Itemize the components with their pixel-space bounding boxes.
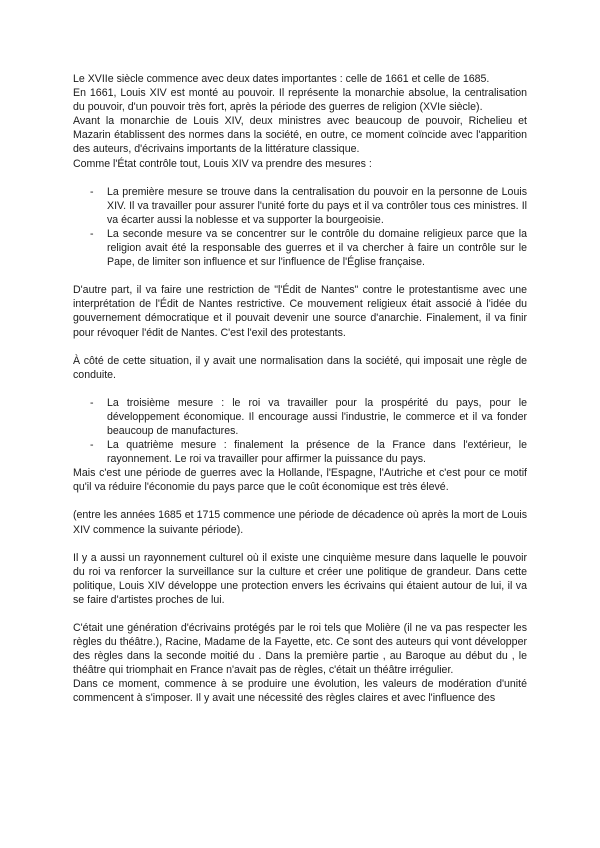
measures-list-1 xyxy=(73,185,527,270)
evolution-paragraph: Dans ce moment, commence à se produire une évolution, les valeurs de modération d'unité commencent à s'imposer. Il y avait une nécessité des règles claires et avec l'influence des xyxy=(73,678,527,705)
spacer xyxy=(73,537,527,551)
spacer xyxy=(73,269,527,283)
spacer xyxy=(73,607,527,621)
nantes-paragraph: D'autre part, il va faire une restriction de "l'Édit de Nantes" contre le protestantisme avec une interprétation de l'Édit de Nantes restrictive. Ce mouvement religieux était associé à l'idée du gouvernement démocratique et il pouvait devenir une source d'anarchie. Finalement, il va finir pour révoquer l'édit de Nantes. C'est l'exil des protestants. xyxy=(73,284,527,339)
guerres-paragraph: Mais c'est une période de guerres avec la Hollande, l'Espagne, l'Autriche et c'est pour ce motif qu'il va réduire l'économie du pays parce que le coût économique est très élevé. xyxy=(73,467,527,494)
measures-list-2 xyxy=(73,396,527,466)
intro-line-2: En 1661, Louis XIV est monté au pouvoir. Il représente la monarchie absolue, la centralisation du pouvoir, d'un pouvoir très fort, après la période des guerres de religion (XVIe siècle). xyxy=(73,87,527,114)
intro-line-4: Comme l'État contrôle tout, Louis XIV va prendre des mesures : xyxy=(73,157,372,170)
measure-2-text: La seconde mesure va se concentrer sur le contrôle du domaine religieux parce que la religion avait été la responsable des guerres et il va chercher à faire un contrôle sur le Pape, de limiter son influence et sur l'influence de l'Église française. xyxy=(107,227,527,269)
spacer xyxy=(73,171,527,185)
intro-line-1: Le XVIIe siècle commence avec deux dates importantes : celle de 1661 et celle de 1685. xyxy=(73,73,490,85)
spacer xyxy=(73,340,527,354)
intro-line-3: Avant la monarchie de Louis XIV, deux ministres avec beaucoup de pouvoir, Richelieu et Mazarin établissent des normes dans la société, en outre, ce moment coïncide avec l'apparition des auteurs, d'écrivains importants de la littérature classique. xyxy=(73,115,527,156)
measure-4-text: La quatrième mesure : finalement la présence de la France dans l'extérieur, le rayonnement. Le roi va travailler pour affirmer la puissance du pays. xyxy=(107,439,527,466)
dash-bullet: - xyxy=(90,439,94,452)
spacer xyxy=(73,494,527,508)
measure-3-text: La troisième mesure : le roi va travailler pour la prospérité du pays, pour le développement économique. Il encourage aussi l'industrie, le commerce et il va fonder beaucoup de manufactures. xyxy=(107,396,527,437)
list-item xyxy=(73,185,527,227)
normalisation-paragraph: À côté de cette situation, il y avait une normalisation dans la société, qui imposait une règle de conduite. xyxy=(73,354,527,381)
dash-bullet: - xyxy=(90,227,94,240)
dash-bullet: - xyxy=(90,396,94,409)
list-item xyxy=(73,438,527,466)
document-page xyxy=(73,72,527,706)
generation-paragraph: C'était une génération d'écrivains protégés par le roi tels que Molière (il ne va pas respecter les règles du théâtre.), Racine, Madame de la Fayette, etc. Ce sont des auteurs qui vont développer des règles dans la seconde moitié du . Dans la première partie , au Baroque au début du , le théâtre qui triomphait en France n'avait pas de règles, c'était un théâtre irrégulier. xyxy=(73,622,527,677)
decadence-paragraph: (entre les années 1685 et 1715 commence une période de décadence où après la mort de Louis XIV commence la suivante période). xyxy=(73,509,527,536)
list-item xyxy=(73,396,527,438)
dash-bullet: - xyxy=(90,185,94,198)
measure-1-text: La première mesure se trouve dans la centralisation du pouvoir en la personne de Louis XIV. Il va travailler pour assurer l'unité forte du pays et il va contrôler tous ces ministres. Il va écarter aussi la noblesse et va supporter la bourgeoisie. xyxy=(107,185,527,226)
spacer xyxy=(73,382,527,396)
list-item xyxy=(73,227,527,269)
rayonnement-paragraph: Il y a aussi un rayonnement culturel où il existe une cinquième mesure dans laquelle le pouvoir du roi va renforcer la surveillance sur la culture et créer une politique de grandeur. Dans cette politique, Louis XIV développe une protection envers les écrivains qui étaient autour de lui, il va se faire d'artistes proches de lui. xyxy=(73,551,527,606)
